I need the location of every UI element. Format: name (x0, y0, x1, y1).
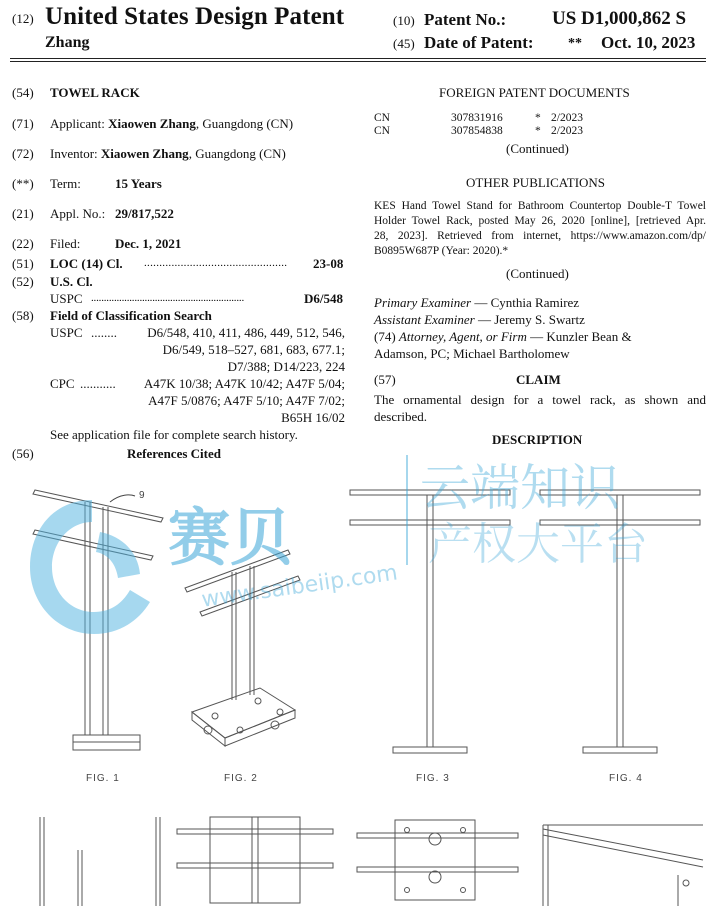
search-cpc-label: CPC (50, 376, 75, 391)
foreign-continued: (Continued) (506, 141, 569, 156)
primary-examiner: Primary Examiner — Cynthia Ramirez (374, 295, 580, 310)
appl-no-value: 29/817,522 (115, 206, 174, 221)
filed-value: Dec. 1, 2021 (115, 236, 182, 251)
search-cpc-lines: A47K 10/38; A47K 10/42; A47F 5/04; A47F 5/0876; A47F 5/10; A47F 7/02; B65H 16/02 (143, 376, 345, 425)
reference-numeral: 9 (139, 490, 145, 501)
watermark-cn-c: 产权大平台 (428, 519, 648, 570)
code-10: (10) (393, 13, 415, 28)
fig8-drawing (538, 815, 708, 906)
inventor-surname: Zhang (45, 34, 90, 51)
uspc-dots: ............................................................ (91, 292, 245, 304)
header-rule-top (10, 58, 706, 59)
patent-date: Oct. 10, 2023 (601, 33, 696, 52)
search-history-note: See application file for complete search history. (50, 427, 298, 442)
foreign-mark-1: * (535, 112, 541, 124)
code-57: (57) (374, 372, 396, 387)
pubs-continued: (Continued) (506, 266, 569, 281)
term-value: 15 Years (115, 176, 162, 191)
patent-title: United States Design Patent (45, 3, 345, 30)
loc-dots: ............................................... (144, 257, 288, 269)
publication-entry: KES Hand Towel Stand for Bathroom Countertop Double-T Towel Holder Towel Rack, posted May 26, 2020 [online], [retrieved Apr. 28, 2023]. Retrieved from internet, https://www.amazon.com/dp/ B0895W687P (Year: 2020).* (374, 200, 706, 257)
foreign-docs-title: FOREIGN PATENT DOCUMENTS (439, 85, 630, 100)
code-56: (56) (12, 446, 34, 461)
code-21: (21) (12, 206, 34, 221)
description-title: DESCRIPTION (492, 432, 583, 447)
code-22: (22) (12, 236, 34, 251)
uspc-label: USPC (50, 291, 83, 306)
search-uspc-dots: ........ (91, 325, 117, 340)
fig6-drawing (175, 815, 335, 906)
patent-no-label: Patent No.: (424, 10, 507, 29)
watermark-cn-a: 赛贝 (168, 501, 293, 574)
code-54: (54) (12, 85, 34, 100)
patent-number: US D1,000,862 S (552, 8, 687, 29)
watermark-logo-icon (22, 492, 162, 642)
watermark-url: www.saibeiip.com (200, 560, 400, 613)
uspc-value: D6/548 (304, 291, 343, 306)
date-label: Date of Patent: (424, 33, 534, 52)
loc-value: 23-08 (313, 256, 344, 271)
term-label: Term: (50, 176, 81, 191)
other-pubs-title: OTHER PUBLICATIONS (466, 175, 606, 190)
foreign-date-2: 2/2023 (551, 125, 583, 137)
code-51: (51) (12, 256, 34, 271)
foreign-country-1: CN (374, 112, 390, 124)
foreign-mark-2: * (535, 125, 541, 137)
field-search-label: Field of Classification Search (50, 308, 212, 323)
foreign-country-2: CN (374, 125, 390, 137)
fig4-label: FIG. 4 (609, 773, 643, 784)
inventor-field: Inventor: Xiaowen Zhang, Guangdong (CN) (50, 146, 286, 161)
claim-title: CLAIM (516, 372, 561, 387)
fig3-label: FIG. 3 (416, 773, 450, 784)
assistant-examiner: Assistant Examiner — Jeremy S. Swartz (374, 312, 585, 327)
filed-label: Filed: (50, 236, 81, 251)
applicant-field: Applicant: Xiaowen Zhang, Guangdong (CN) (50, 116, 294, 131)
fig1-label: FIG. 1 (86, 773, 120, 784)
fig2-label: FIG. 2 (224, 773, 258, 784)
foreign-number-2: 307854838 (451, 125, 503, 137)
code-12: (12) (12, 11, 34, 26)
code-52: (52) (12, 274, 34, 289)
header-rule-bottom (10, 61, 706, 62)
code-term: (**) (12, 176, 34, 191)
code-72: (72) (12, 146, 34, 161)
claim-text: The ornamental design for a towel rack, as shown and described. (374, 392, 706, 424)
fig7-drawing (355, 815, 520, 906)
foreign-number-1: 307831916 (451, 112, 503, 124)
us-cl-label: U.S. Cl. (50, 274, 93, 289)
search-uspc-lines: D6/548, 410, 411, 486, 449, 512, 546, D6/549, 518–527, 681, 683, 677.1; D7/388; D14/223, 224 (147, 325, 345, 374)
code-71: (71) (12, 116, 34, 131)
search-uspc-label: USPC (50, 325, 83, 340)
references-cited-label: References Cited (127, 446, 221, 461)
search-cpc-dots: ........... (80, 376, 116, 391)
fig5-drawing (30, 815, 170, 906)
date-stars: ** (568, 36, 582, 51)
design-title: TOWEL RACK (50, 85, 140, 100)
appl-no-label: Appl. No.: (50, 206, 106, 221)
watermark-cn-b: 云端知识 (420, 459, 620, 517)
attorney-line-2: Adamson, PC; Michael Bartholomew (374, 346, 570, 361)
attorney-line-1: (74) Attorney, Agent, or Firm — Kunzler Bean & (374, 329, 632, 344)
foreign-date-1: 2/2023 (551, 112, 583, 124)
code-45: (45) (393, 36, 415, 51)
watermark-divider (406, 455, 408, 565)
code-58: (58) (12, 308, 34, 323)
loc-label: LOC (14) Cl. (50, 256, 123, 271)
